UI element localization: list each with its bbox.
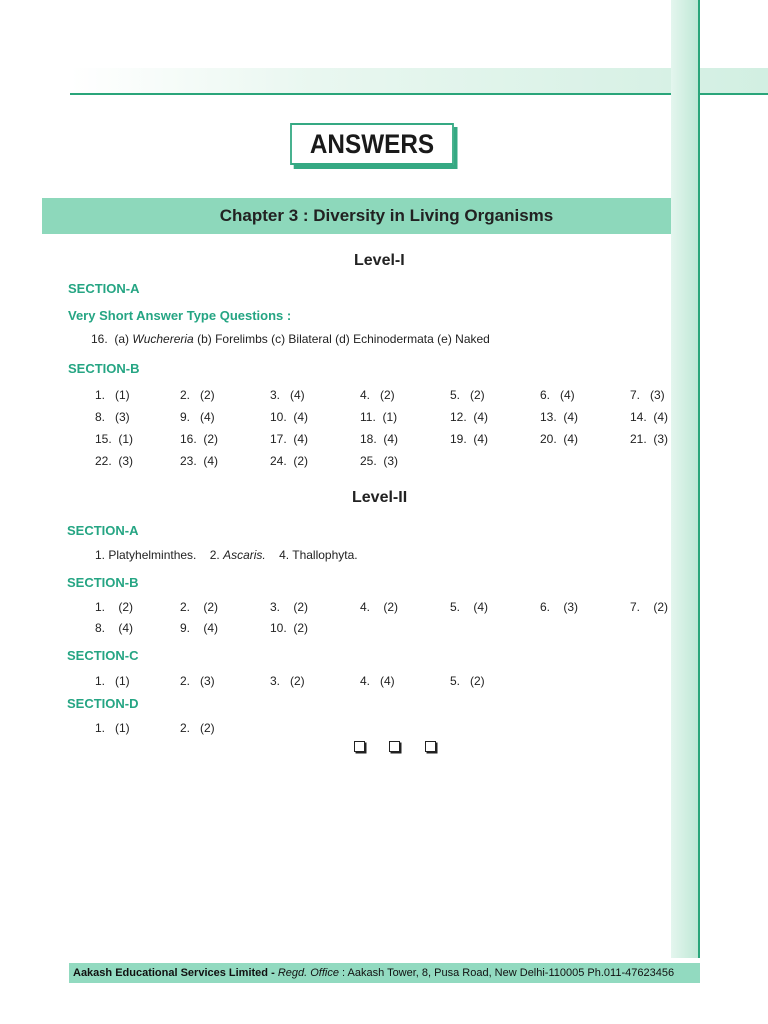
answer-a1: 1. Platyhelminthes. [95,548,197,562]
answer-cell: 11. (1) [360,410,398,424]
answer-cell: 16. (2) [180,432,219,446]
answer-16-a: (a) [114,332,130,346]
answer-cell: 3. (4) [270,388,305,402]
answers-title: ANSWERS [290,123,454,165]
footer-regd: Regd. Office [277,967,339,979]
answer-16-number: 16. [91,332,108,346]
very-short-answer-heading: Very Short Answer Type Questions : [68,308,292,323]
answer-16 [91,332,490,346]
answer-cell: 4. (4) [360,674,395,688]
level2-section-d-label: SECTION-D [67,696,139,711]
answer-a2-number: 2. [209,548,220,562]
footer-company: Aakash Educational Services Limited - [73,967,275,979]
square-icon [354,741,365,752]
answer-cell: 15. (1) [95,432,134,446]
level1-section-a-label: SECTION-A [68,281,140,296]
answer-16-a-term: Wuchereria [132,332,194,346]
answer-cell: 14. (4) [630,410,669,424]
level2-section-a-label: SECTION-A [67,523,139,538]
answer-cell: 6. (3) [540,600,579,614]
answer-cell: 1. (1) [95,721,130,735]
chapter-banner [42,198,671,234]
answer-cell: 10. (4) [270,410,309,424]
answer-cell: 2. (2) [180,388,215,402]
answer-cell: 4. (2) [360,388,395,402]
answer-cell: 22. (3) [95,454,134,468]
level2-section-b-label: SECTION-B [67,575,139,590]
answer-cell: 20. (4) [540,432,579,446]
answer-cell: 7. (3) [630,388,665,402]
answer-cell: 5. (2) [450,388,485,402]
answer-cell: 3. (2) [270,600,309,614]
answer-cell: 10. (2) [270,621,309,635]
answer-cell: 2. (2) [180,600,219,614]
answer-cell: 5. (2) [450,674,485,688]
answer-a2-term: Ascaris. [223,548,266,562]
level1-section-b-label: SECTION-B [68,361,140,376]
answer-cell: 13. (4) [540,410,579,424]
top-rule [70,93,768,95]
answer-cell: 5. (4) [450,600,489,614]
answer-cell: 1. (2) [95,600,134,614]
answer-cell: 23. (4) [180,454,219,468]
level-1-heading: Level-I [354,252,405,269]
answer-cell: 8. (4) [95,621,134,635]
answer-cell: 8. (3) [95,410,130,424]
answer-cell: 1. (1) [95,388,130,402]
top-decor-band [70,68,768,94]
footer [69,963,700,983]
square-icon [389,741,400,752]
answer-cell: 1. (1) [95,674,130,688]
answer-16-rest: (b) Forelimbs (c) Bilateral (d) Echinodermata (e) Naked [197,332,490,346]
answer-cell: 9. (4) [180,410,215,424]
answer-cell: 7. (2) [630,600,669,614]
level2-section-a-answers [95,548,358,562]
square-icon [425,741,436,752]
answer-cell: 2. (3) [180,674,215,688]
chapter-title: Chapter 3 : Diversity in Living Organisms [219,206,554,225]
answer-cell: 25. (3) [360,454,399,468]
answer-cell: 19. (4) [450,432,489,446]
answer-cell: 17. (4) [270,432,309,446]
answer-cell: 12. (4) [450,410,489,424]
answer-cell: 4. (2) [360,600,399,614]
side-rule [698,0,700,958]
end-marker [344,739,446,757]
answer-a4: 4. Thallophyta. [279,548,358,562]
answer-cell: 3. (2) [270,674,305,688]
answer-cell: 21. (3) [630,432,669,446]
answer-cell: 18. (4) [360,432,399,446]
side-decor-bar [671,0,698,958]
answer-cell: 6. (4) [540,388,575,402]
answer-cell: 24. (2) [270,454,309,468]
answer-cell: 2. (2) [180,721,215,735]
answer-cell: 9. (4) [180,621,219,635]
level2-section-c-label: SECTION-C [67,648,139,663]
level-2-heading: Level-II [352,489,408,506]
footer-address: : Aakash Tower, 8, Pusa Road, New Delhi-110005 Ph.011-47623456 [342,967,675,979]
